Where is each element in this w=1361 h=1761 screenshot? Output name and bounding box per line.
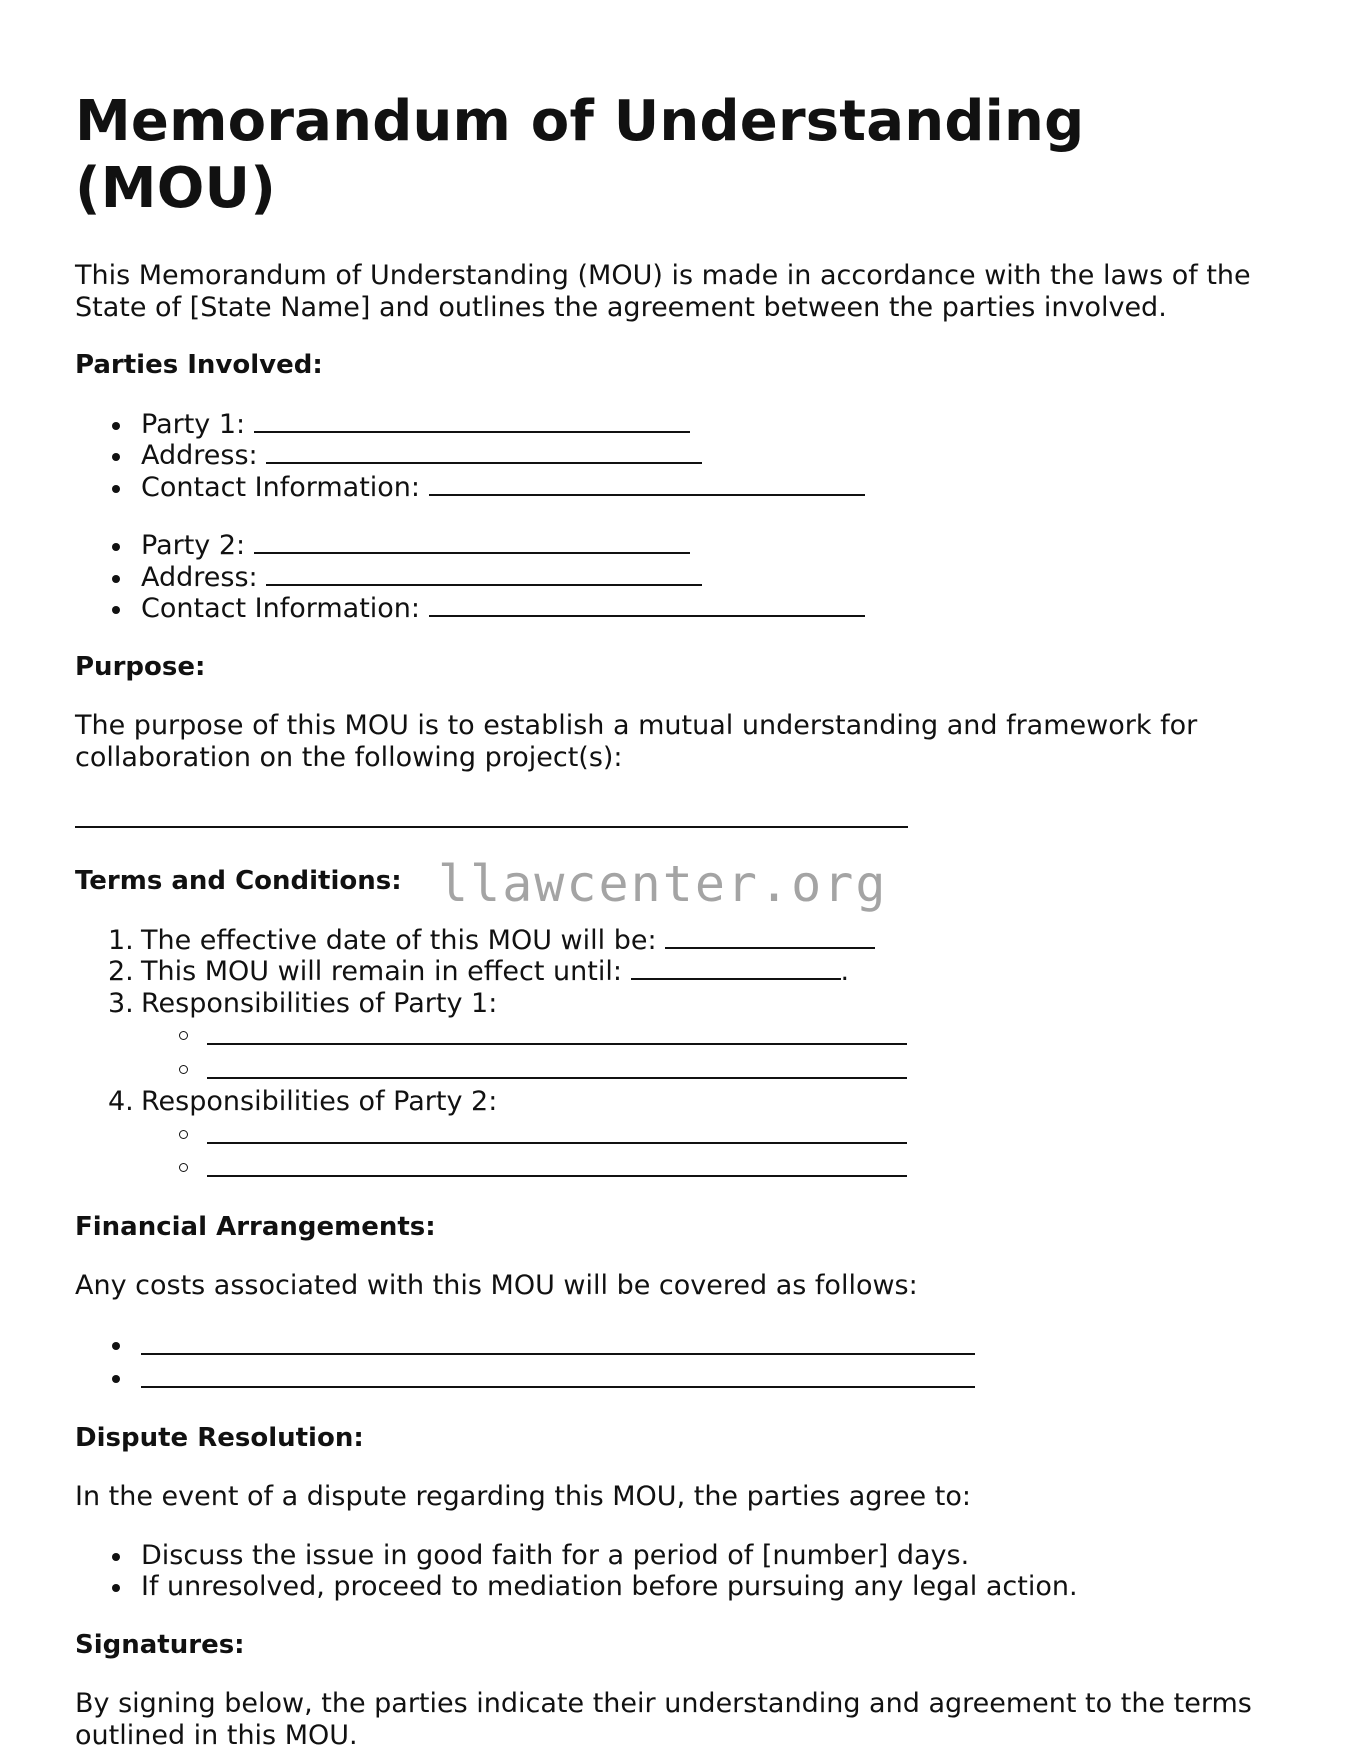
dispute-list bbox=[75, 1540, 1275, 1603]
party2-name-blank[interactable] bbox=[254, 551, 690, 554]
dispute-item: If unresolved, proceed to mediation before pursuing any legal action. bbox=[75, 1571, 1275, 1603]
document-title: Memorandum of Understanding (MOU) bbox=[75, 89, 1085, 222]
term-end-date: 2. This MOU will remain in effect until: . bbox=[108, 956, 850, 988]
party2-contact-item: Contact Information: bbox=[75, 593, 1275, 625]
party2-name-item: Party 2: bbox=[75, 530, 1275, 562]
end-date-blank[interactable] bbox=[631, 977, 841, 980]
document-page bbox=[75, 88, 1275, 1751]
circle-bullet-icon bbox=[179, 1163, 188, 1172]
party1-contact-item: Contact Information: bbox=[75, 472, 1275, 504]
signatures-paragraph: By signing below, the parties indicate their understanding and agreement to the terms outlined in this MOU. bbox=[75, 1688, 1252, 1751]
party1-responsibility-item bbox=[75, 1053, 1275, 1087]
term-party2-responsibilities: 4. Responsibilities of Party 2: bbox=[108, 1086, 498, 1118]
effective-date-blank[interactable] bbox=[665, 946, 875, 949]
party1-contact-blank[interactable] bbox=[429, 493, 865, 496]
financial-item bbox=[75, 1362, 1275, 1396]
dispute-paragraph: In the event of a dispute regarding this MOU, the parties agree to: bbox=[75, 1481, 971, 1513]
party2-responsibility-item bbox=[75, 1151, 1275, 1185]
circle-bullet-icon bbox=[179, 1130, 188, 1139]
signatures-heading: Signatures: bbox=[75, 1629, 245, 1660]
party2-address-item: Address: bbox=[75, 562, 1275, 594]
purpose-project-blank[interactable] bbox=[75, 826, 908, 828]
watermark: llawcenter.org bbox=[438, 855, 888, 913]
circle-bullet-icon bbox=[179, 1065, 188, 1074]
party1-name-item: Party 1: bbox=[75, 409, 1275, 441]
party1-responsibility-item bbox=[75, 1019, 1275, 1053]
financial-blank[interactable] bbox=[141, 1329, 975, 1355]
party1-responsibility-blank[interactable] bbox=[207, 1053, 907, 1079]
financial-heading: Financial Arrangements: bbox=[75, 1211, 436, 1242]
party1-responsibilities-list bbox=[75, 1019, 1275, 1086]
party1-list bbox=[75, 409, 1275, 504]
party1-address-item: Address: bbox=[75, 440, 1275, 472]
circle-bullet-icon bbox=[179, 1031, 188, 1040]
party2-list bbox=[75, 530, 1275, 625]
party2-responsibility-blank[interactable] bbox=[207, 1118, 907, 1144]
dispute-item: Discuss the issue in good faith for a period of [number] days. bbox=[75, 1540, 1275, 1572]
parties-heading: Parties Involved: bbox=[75, 350, 323, 381]
party2-responsibility-blank[interactable] bbox=[207, 1151, 907, 1177]
party2-responsibility-item bbox=[75, 1118, 1275, 1152]
purpose-paragraph: The purpose of this MOU is to establish a mutual understanding and framework for collaboration on the following project(s): bbox=[75, 710, 1198, 773]
term-party1-responsibilities: 3. Responsibilities of Party 1: bbox=[108, 987, 498, 1019]
dispute-heading: Dispute Resolution: bbox=[75, 1422, 364, 1453]
party2-contact-blank[interactable] bbox=[429, 614, 865, 617]
terms-list-continued bbox=[75, 1086, 1275, 1118]
financial-blank[interactable] bbox=[141, 1362, 975, 1388]
purpose-heading: Purpose: bbox=[75, 651, 206, 682]
party1-address-blank[interactable] bbox=[266, 461, 702, 464]
intro-paragraph: This Memorandum of Understanding (MOU) is made in accordance with the laws of the State of [State Name] and outlines the agreement between the parties involved. bbox=[75, 260, 1251, 323]
terms-heading: Terms and Conditions: bbox=[75, 866, 402, 897]
financial-item bbox=[75, 1329, 1275, 1363]
party1-name-blank[interactable] bbox=[254, 430, 690, 433]
party2-responsibilities-list bbox=[75, 1118, 1275, 1185]
party1-responsibility-blank[interactable] bbox=[207, 1019, 907, 1045]
terms-list bbox=[75, 925, 1275, 1020]
financial-list bbox=[75, 1329, 1275, 1396]
term-effective-date: 1. The effective date of this MOU will be: bbox=[75, 925, 1275, 957]
financial-paragraph: Any costs associated with this MOU will be covered as follows: bbox=[75, 1270, 918, 1302]
party2-address-blank[interactable] bbox=[266, 583, 702, 586]
